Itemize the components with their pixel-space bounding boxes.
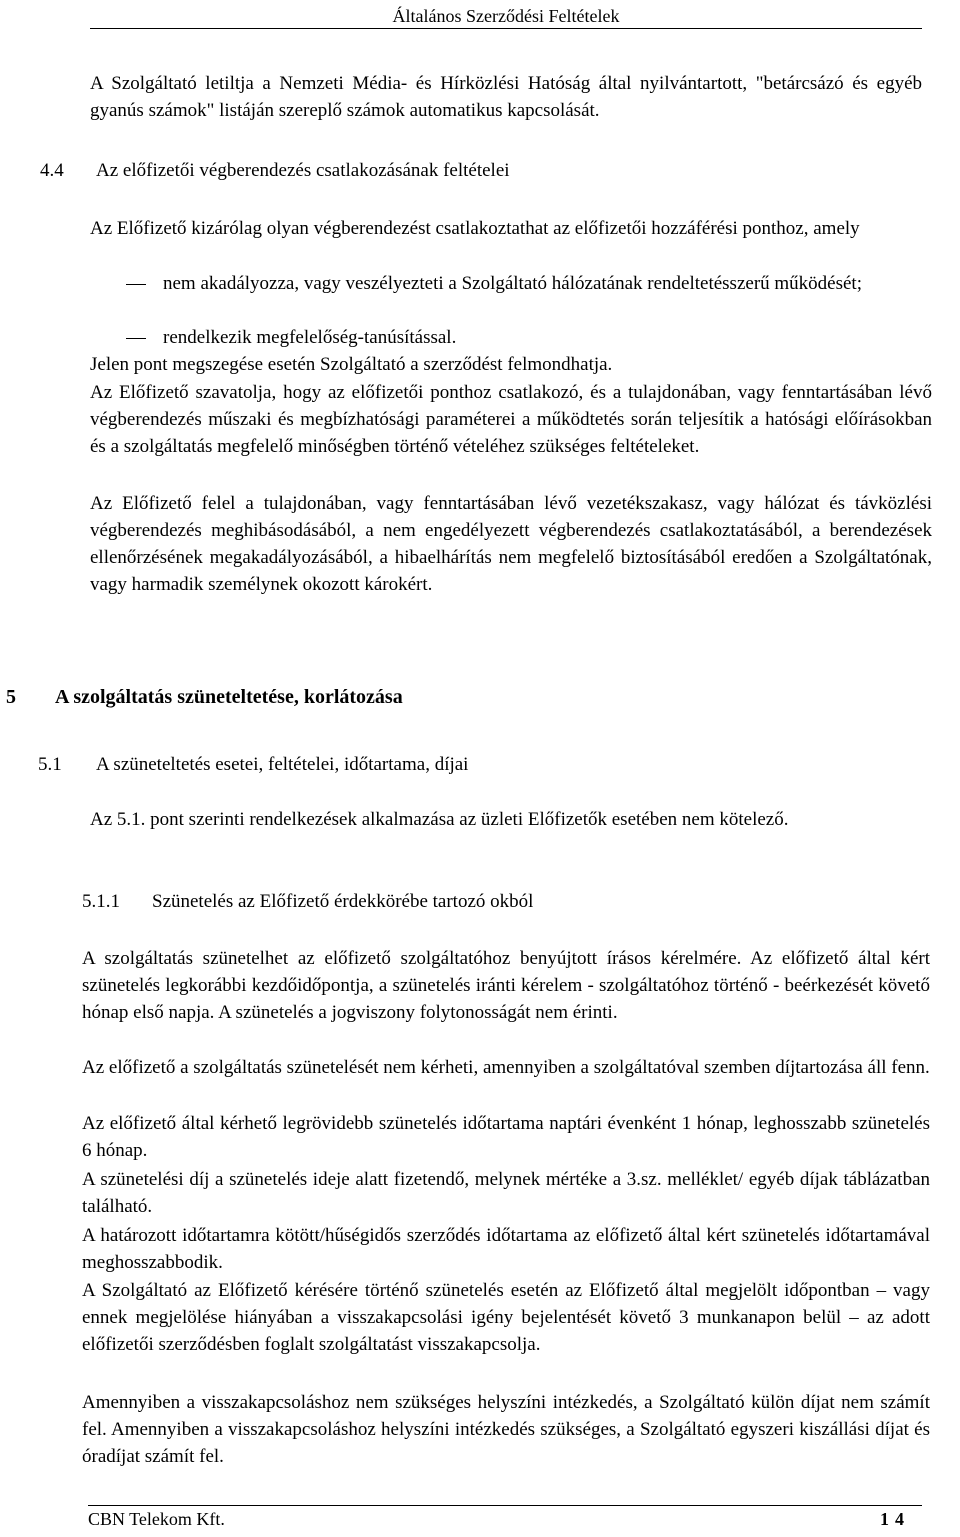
bullet-dash xyxy=(126,338,146,339)
footer-company: CBN Telekom Kft. xyxy=(88,1509,225,1529)
section-4-4-paragraph-3: Az Előfizető felel a tulajdonában, vagy fenntartásában lévő vezetékszakasz, vagy hálózat és távközlési végberendezés meghibásodásából, a nem engedélyezett végberendezés csatlakoztatásából, a berendezések ellenőrzésének megakadályozásából, a hibaelhárítás nem megfelelő biztosításából eredően a Szolgáltatónak, vagy harmadik személynek okozott károkért. xyxy=(90,493,932,595)
section-5-1-1-paragraph-4: A szünetelési díj a szünetelés ideje alatt fizetendő, melynek mértéke a 3.sz. melléklet/ egyéb díjak táblázatban található. xyxy=(82,1169,930,1217)
section-5-1-1-paragraph-1: A szolgáltatás szünetelhet az előfizető szolgáltatóhoz benyújtott írásos kérelmére. Az előfizető által kért szünetelés legkorábbi kezdőidőpontja, a szünetelés iránti kérelem - szolgáltatóhoz történő - beérkezését követő hónap első napja. A szünetelés a jogviszony folytonosságát nem érinti. xyxy=(82,948,930,1023)
section-5-1-note: Az 5.1. pont szerinti rendelkezések alkalmazása az üzleti Előfizetők esetében nem kötelező. xyxy=(90,809,789,830)
section-5-title: A szolgáltatás szüneteltetése, korlátozása xyxy=(55,686,403,708)
intro-paragraph: A Szolgáltató letiltja a Nemzeti Média- és Hírközlési Hatóság által nyilvántartott, "betárcsázó és egyéb gyanús számok" listáján szereplő számok automatikus kapcsolását. xyxy=(90,73,922,121)
section-4-4-bullet-2: rendelkezik megfelelőség-tanúsítással. xyxy=(163,327,457,348)
section-4-4-title: Az előfizetői végberendezés csatlakozásának feltételei xyxy=(96,160,510,181)
running-header: Általános Szerződési Feltételek xyxy=(90,4,922,29)
section-5-1-1-paragraph-2: Az előfizető a szolgáltatás szünetelését nem kérheti, amennyiben a szolgáltatóval szemben díjtartozása áll fenn. xyxy=(82,1057,930,1078)
bullet-dash xyxy=(126,284,146,285)
footer-page-number: 14 xyxy=(880,1509,910,1529)
section-5-1-1-title: Szünetelés az Előfizető érdekkörébe tartozó okból xyxy=(152,891,534,912)
section-5-1-title: A szüneteltetés esetei, feltételei, időtartama, díjai xyxy=(96,754,469,775)
section-4-4-paragraph-2: Az Előfizető szavatolja, hogy az előfizetői ponthoz csatlakozó, és a tulajdonában, vagy fenntartásában lévő végberendezés műszaki és megbízhatósági paraméterei a működtetés során teljesítik a hatósági előírásokban és a szolgáltatás megfelelő minőségben történő vételéhez szükséges feltételeket. xyxy=(90,382,932,457)
section-4-4-paragraph-1: Jelen pont megszegése esetén Szolgáltató a szerződést felmondhatja. xyxy=(90,354,613,375)
section-5-1-1-paragraph-7: Amennyiben a visszakapcsoláshoz nem szükséges helyszíni intézkedés, a Szolgáltató külön díjat nem számít fel. Amennyiben a visszakapcsoláshoz helyszíni intézkedés szükséges, a Szolgáltató egyszeri kiszállási díjat és óradíjat számít fel. xyxy=(82,1392,930,1467)
section-5-1-1-number: 5.1.1 xyxy=(82,891,120,912)
section-5-1-1-paragraph-3: Az előfizető által kérhető legrövidebb szünetelés időtartama naptári évenként 1 hónap, leghosszabb szünetelés 6 hónap. xyxy=(82,1113,930,1161)
footer-divider xyxy=(88,1505,922,1506)
section-5-1-1-paragraph-5: A határozott időtartamra kötött/hűségidős szerződés időtartama az előfizető által kért szünetelés időtartamával meghosszabbodik. xyxy=(82,1225,930,1273)
section-5-1-number: 5.1 xyxy=(38,754,62,775)
section-4-4-number: 4.4 xyxy=(40,160,64,181)
section-5-number: 5 xyxy=(6,686,16,708)
section-4-4-lead: Az Előfizető kizárólag olyan végberendezést csatlakoztathat az előfizetői hozzáférési ponthoz, amely xyxy=(90,218,860,239)
section-4-4-bullet-1: nem akadályozza, vagy veszélyezteti a Szolgáltató hálózatának rendeltetésszerű működését; xyxy=(163,273,862,294)
section-5-1-1-paragraph-6: A Szolgáltató az Előfizető kérésére történő szünetelés esetén az Előfizető által megjelölt időpontban – vagy ennek megjelölése hiányában a visszakapcsolási igény bejelentését követő 3 munkanapon belül – az adott előfizetői szerződésben foglalt szolgáltatást visszakapcsolja. xyxy=(82,1280,930,1355)
